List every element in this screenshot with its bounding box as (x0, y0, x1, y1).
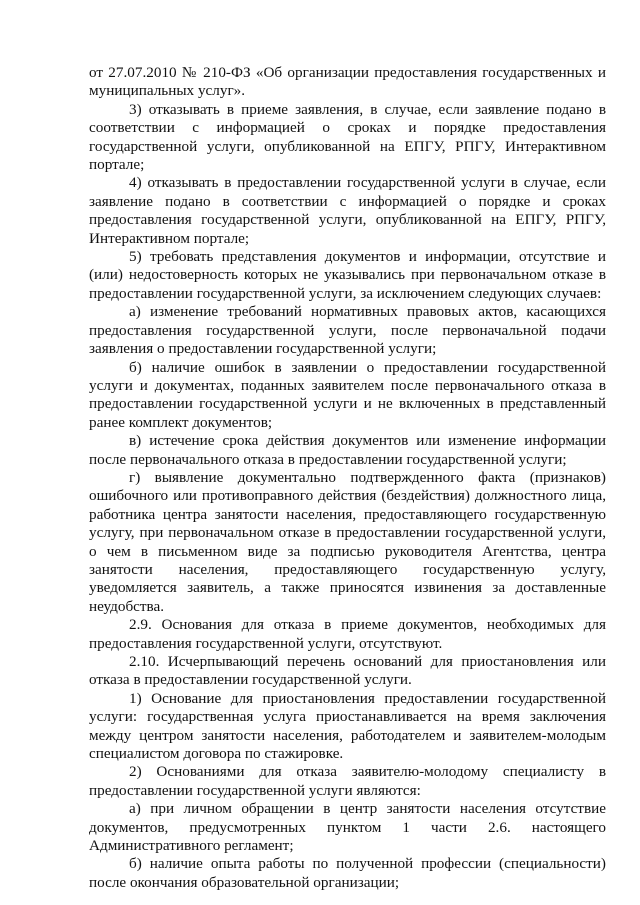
paragraph-subitem-v: в) истечение срока действия документов или изменение информации после первоначального отказа в предоставлении государственной услуги; (89, 432, 606, 468)
paragraph-2-10-item-1: 1) Основание для приостановления предоставлении государственной услуги: государственная услуга приостанавливается на время заключения между центром занятости населения, работодателем и заявителем-молодым специалистом договора по стажировке. (89, 689, 606, 763)
paragraph-section-2-9: 2.9. Основания для отказа в приеме документов, необходимых для предоставления государственной услуги, отсутствуют. (89, 616, 606, 652)
paragraph-2-10-subitem-b: б) наличие опыта работы по полученной профессии (специальности) после окончания образовательной организации; (89, 855, 606, 891)
paragraph-section-2-10: 2.10. Исчерпывающий перечень оснований для приостановления или отказа в предоставлении государственной услуги. (89, 653, 606, 689)
paragraph-subitem-g: г) выявление документально подтвержденного факта (признаков) ошибочного или противоправного действия (бездействия) должностного лица, работника центра занятости населения, предоставляющего государственную услугу, при первоначальном отказе в предоставлении государственной услуги, о чем в письменном виде за подписью руководителя Агентства, центра занятости населения, предоставляющего государственную услугу, уведомляется заявитель, а также приносятся извинения за доставленные неудобства. (89, 468, 606, 615)
paragraph-item-4: 4) отказывать в предоставлении государственной услуги в случае, если заявление подано в соответствии с информацией о порядке и сроках предоставления государственной услуги, опубликованной на ЕПГУ, РПГУ, Интерактивном портале; (89, 174, 606, 247)
paragraph-subitem-b: б) наличие ошибок в заявлении о предоставлении государственной услуги и документах, поданных заявителем после первоначального отказа в предоставлении государственной услуги и не включенных в представленный ранее комплект документов; (89, 358, 606, 431)
paragraph-item-3: 3) отказывать в приеме заявления, в случае, если заявление подано в соответствии с информацией о сроках и порядке предоставления государственной услуги, опубликованной на ЕПГУ, РПГУ, Интерактивном портале; (89, 100, 606, 174)
paragraph-continuation: от 27.07.2010 № 210-ФЗ «Об организации предоставления государственных и муниципальных услуг». (89, 64, 606, 100)
paragraph-item-5: 5) требовать представления документов и информации, отсутствие и (или) недостоверность которых не указывались при первоначальном отказе в предоставлении государственной услуги, за исключением следующих случаев: (89, 248, 606, 302)
paragraph-2-10-item-2: 2) Основаниями для отказа заявителю-молодому специалисту в предоставлении государственной услуги являются: (89, 763, 606, 799)
paragraph-subitem-a: а) изменение требований нормативных правовых актов, касающихся предоставления государственной услуги, после первоначальной подачи заявления о предоставлении государственной услуги; (89, 303, 606, 358)
paragraph-2-10-subitem-a: а) при личном обращении в центр занятости населения отсутствие документов, предусмотренных пунктом 1 части 2.6. настоящего Административного регламент; (89, 800, 606, 855)
